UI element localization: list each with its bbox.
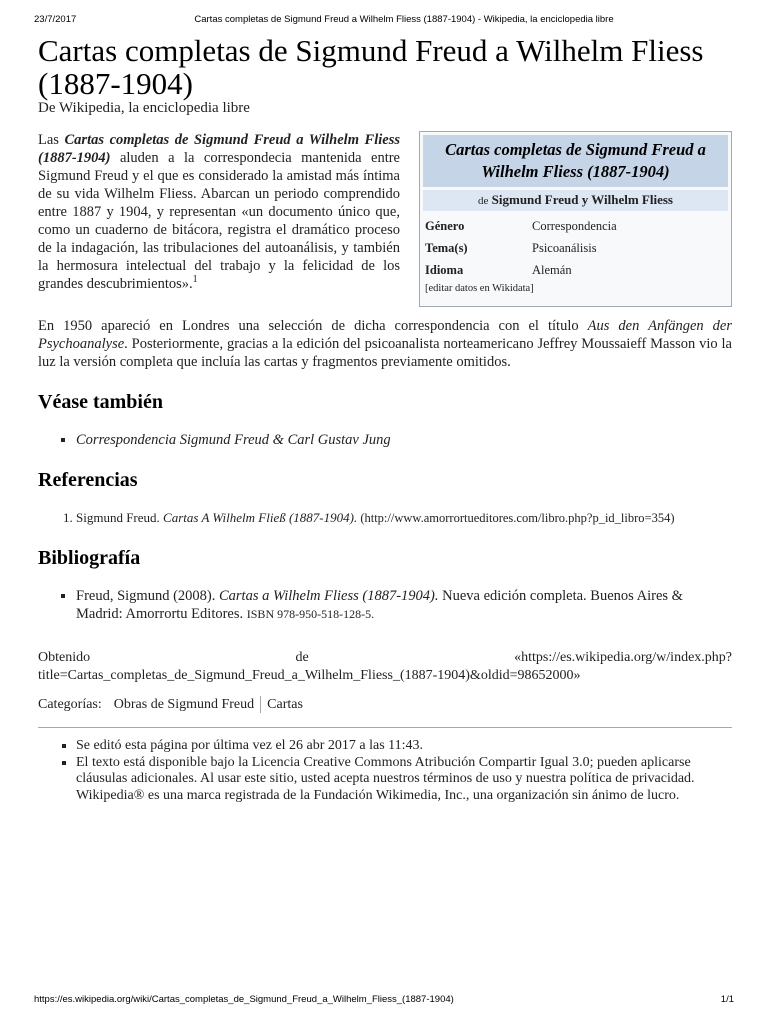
lead-paragraph (38, 131, 400, 293)
footer-info (38, 738, 732, 804)
print-url: https://es.wikipedia.org/wiki/Cartas_completas_de_Sigmund_Freud_a_Wilhelm_Fliess_(1887-1904) (34, 994, 454, 1005)
bibliography-author: Freud, Sigmund (2008). (76, 588, 219, 604)
category-link[interactable]: Cartas (267, 696, 303, 712)
paragraph-italic-title: Aus den Anfängen der Psychoanalyse (38, 318, 732, 352)
category-link[interactable]: Obras de Sigmund Freud (113, 696, 255, 712)
infobox-row-tema (423, 237, 728, 259)
bibliography-list (38, 587, 732, 623)
infobox-author-prefix: de (478, 195, 489, 207)
edit-wikidata-link[interactable]: [editar datos en Wikidata] (425, 283, 534, 294)
infobox-key: Idioma (425, 263, 464, 277)
lead-text: aluden a la correspondecia mantenida entre Sigmund Freud y el que es considerado la amistad más íntima de su vida Wilhelm Fliess. Abarcan un periodo comprendido entre 1887 y 1904, y representan «un documento único que, como un cuaderno de bitácora, registra el dramático proceso de la indagación, las tribulaciones del autoanálisis, y también la hermosura intelectual del trabajo y la felicidad de los grandes descubrimientos». (38, 150, 400, 292)
infobox-value-link[interactable]: Alemán (532, 263, 572, 277)
footer-divider (38, 727, 732, 728)
infobox-author-link[interactable]: Sigmund Freud y Wilhelm Fliess (491, 192, 673, 207)
bibliography-item (76, 587, 732, 623)
retrieved-url-link[interactable]: «https://es.wikipedia.org/w/index.php? (514, 650, 732, 665)
references-list (38, 509, 732, 527)
bibliography-section (38, 547, 732, 623)
infobox-value-link[interactable]: Correspondencia (532, 219, 617, 233)
lead-bold-title: Cartas completas de Sigmund Freud a Wilhelm Fliess (1887-1904) (38, 132, 401, 166)
infobox-key: Género (425, 219, 465, 233)
print-page-number: 1/1 (720, 994, 734, 1005)
see-also-link[interactable]: ▪ Correspondencia Sigmund Freud & Carl Gustav Jung (76, 431, 732, 449)
isbn-link[interactable]: ISBN 978-950-518-128-5. (246, 607, 375, 621)
print-date: 23/7/2017 (34, 14, 77, 25)
retrieved-from (38, 649, 732, 685)
categories-bar (38, 696, 732, 713)
lead-section (38, 131, 732, 307)
reference-item (76, 509, 732, 527)
section-heading: Referencias (38, 469, 732, 499)
print-header (0, 14, 768, 28)
infobox-rows (423, 215, 728, 281)
references-section (38, 469, 732, 527)
trademark-text: Wikipedia® es una marca registrada de la Fundación Wikimedia, Inc., una organización sin ánimo de lucro. (76, 787, 680, 803)
reference-title-link[interactable]: Cartas A Wilhelm Fließ (1887-1904). (163, 510, 358, 525)
bibliography-text: Nueva edición completa. Buenos Aires & Madrid: Amorrortu Editores. (76, 588, 683, 622)
section-heading: Bibliografía (38, 547, 732, 577)
categories-label: Categorías: (38, 696, 102, 712)
print-doc-title: Cartas completas de Sigmund Freud a Wilhelm Fliess (1887-1904) - Wikipedia, la enciclopedia libre (194, 14, 614, 25)
paragraph-text: En 1950 apareció en Londres una selección de dicha correspondencia con el título (38, 318, 588, 334)
article-content (38, 34, 732, 804)
page-subtitle: De Wikipedia, la enciclopedia libre (38, 100, 250, 116)
retrieved-url-link-cont[interactable]: title=Cartas_completas_de_Sigmund_Freud_a_Wilhelm_Fliess_(1887-1904)&oldid=98652000» (38, 668, 581, 683)
infobox-title: Cartas completas de Sigmund Freud a Wilhelm Fliess (1887-1904) (423, 135, 728, 187)
lead-prefix: Las (38, 132, 65, 148)
see-also-list (38, 431, 732, 449)
infobox-author (423, 190, 728, 211)
retrieved-word: Obtenido (38, 650, 91, 665)
last-edited-text: ▪ Se editó esta página por última vez el 26 abr 2017 a las 11:43. (76, 738, 732, 755)
see-also-section (38, 391, 732, 449)
infobox-key: Tema(s) (425, 241, 468, 255)
infobox-value-link[interactable]: Psicoanálisis (532, 241, 597, 255)
body-paragraph (38, 317, 732, 371)
infobox-row-genero (423, 215, 728, 237)
page-title: Cartas completas de Sigmund Freud a Wilhelm Fliess (1887-1904) (38, 33, 704, 101)
section-heading: Véase también (38, 391, 732, 421)
reference-marker-link[interactable]: 1 (192, 274, 198, 286)
reference-url[interactable]: (http://www.amorrortueditores.com/libro.php?p_id_libro=354) (357, 511, 675, 525)
infobox (419, 131, 732, 307)
license-sentence: El texto está disponible bajo la Licencia Creative Commons Atribución Compartir Igual 3.0; pueden aplicarse cláusulas adicionales. Al usar este sitio, usted acepta nuestros términos de uso y nuestra política de privacidad. (76, 754, 695, 786)
infobox-row-idioma (423, 259, 728, 281)
bibliography-title: Cartas a Wilhelm Fliess (1887-1904). (218, 588, 439, 604)
paragraph-text: . Posteriormente, gracias a la edición del psicoanalista norteamericano Jeffrey Moussaieff Masson vio la luz la versión completa que incluía las cartas y fragmentos previamente omitidos. (38, 336, 732, 370)
reference-author: Sigmund Freud. (76, 510, 164, 525)
license-text (76, 755, 732, 805)
print-footer (0, 994, 768, 1008)
retrieved-word: de (295, 650, 309, 665)
